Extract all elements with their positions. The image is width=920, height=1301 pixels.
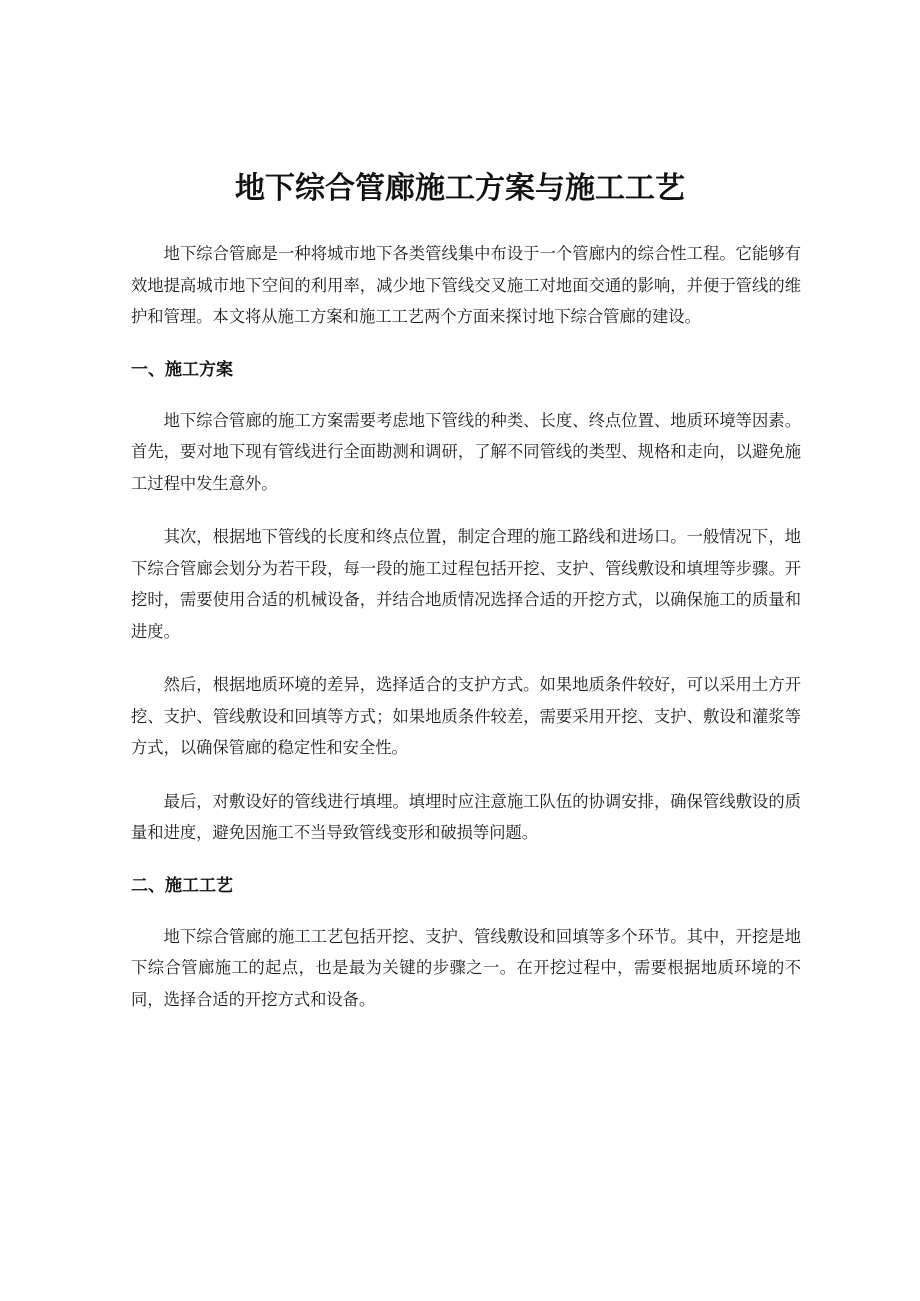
section-construction-plan: [131, 355, 801, 849]
paragraph: 然后，根据地质环境的差异，选择适合的支护方式。如果地质条件较好，可以采用土方开挖、支护、管线敷设和回填等方式；如果地质条件较差，需要采用开挖、支护、敷设和灌浆等方式，以确保管廊的稳定性和安全性。: [131, 675, 801, 757]
intro-paragraph: 地下综合管廊是一种将城市地下各类管线集中布设于一个管廊内的综合性工程。它能够有效地提高城市地下空间的利用率，减少地下管线交叉施工对地面交通的影响，并便于管线的维护和管理。本文将从施工方案和施工工艺两个方面来探讨地下综合管廊的建设。: [131, 244, 801, 326]
paragraph: 其次，根据地下管线的长度和终点位置，制定合理的施工路线和进场口。一般情况下，地下综合管廊会划分为若干段，每一段的施工过程包括开挖、支护、管线敷设和填埋等步骤。开挖时，需要使用合适的机械设备，并结合地质情况选择合适的开挖方式，以确保施工的质量和进度。: [131, 527, 801, 641]
paragraph: 地下综合管廊的施工方案需要考虑地下管线的种类、长度、终点位置、地质环境等因素。首先，要对地下现有管线进行全面勘测和调研，了解不同管线的类型、规格和走向，以避免施工过程中发生意外。: [131, 410, 801, 493]
section-heading: 二、施工工艺: [131, 875, 233, 896]
document-body: [131, 238, 801, 1037]
document-title: 地下综合管廊施工方案与施工工艺: [235, 171, 685, 206]
section-construction-process: [131, 871, 801, 1016]
paragraph: 地下综合管廊的施工工艺包括开挖、支护、管线敷设和回填等多个环节。其中，开挖是地下综合管廊施工的起点，也是最为关键的步骤之一。在开挖过程中，需要根据地质环境的不同，选择合适的开挖方式和设备。: [131, 926, 801, 1009]
paragraph: 最后，对敷设好的管线进行填埋。填埋时应注意施工队伍的协调安排，确保管线敷设的质量和进度，避免因施工不当导致管线变形和破损等问题。: [131, 791, 801, 842]
section-heading: 一、施工方案: [131, 359, 233, 380]
